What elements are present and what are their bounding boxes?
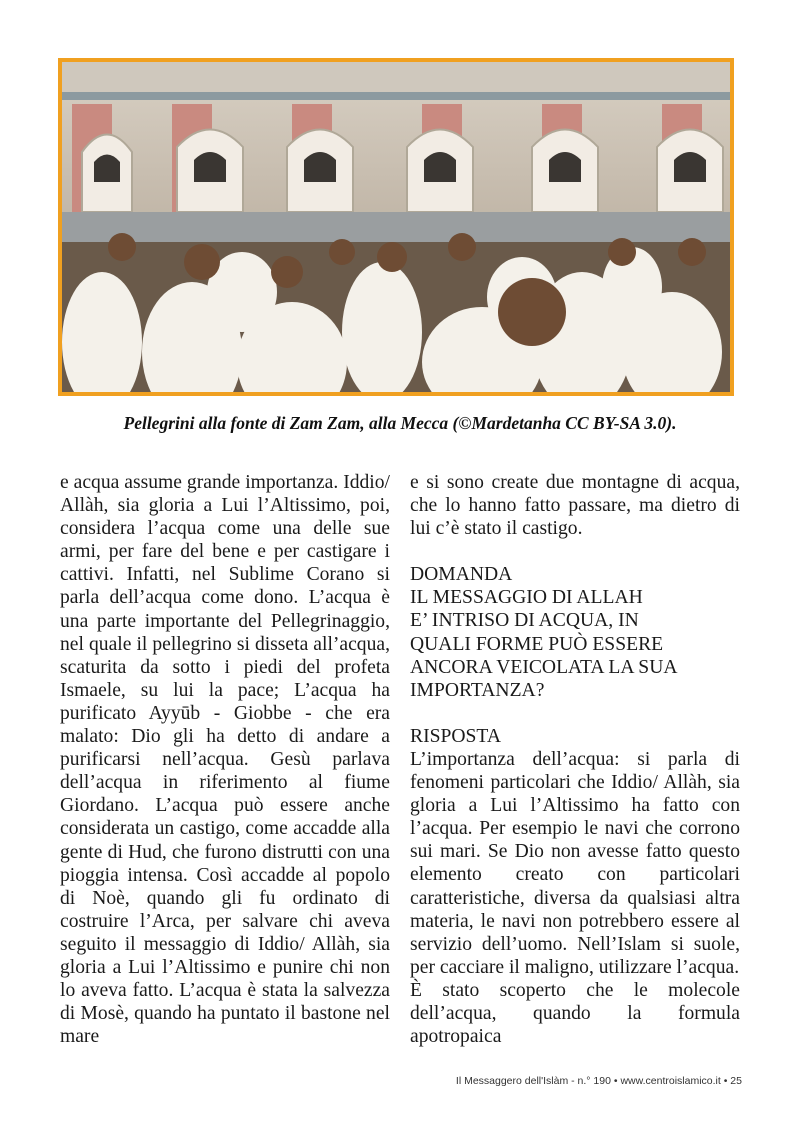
left-column — [60, 471, 390, 1048]
continuation-paragraph: e si sono create due montagne di acqua, che lo hanno fatto passare, ma dietro di lui c’è stato il castigo. — [410, 472, 740, 540]
question-line: IL MESSAGGIO DI ALLAH — [410, 587, 643, 609]
question-label: DOMANDA — [410, 564, 513, 586]
right-column — [410, 471, 740, 1048]
left-column-text: e acqua assume grande importanza. Iddio/ Allàh, sia gloria a Lui l’Altissimo, poi, considera l’acqua come una delle sue armi, per fare del bene e per castigare i cattivi. Infatti, nel Sublime Corano si parla dell’acqua come dono. L’acqua è una parte importante del Pellegrinaggio, nel quale il pellegrino si disseta all’acqua, scaturita da sotto i piedi del profeta Ismaele, su lui la pace; L’acqua ha purificato Ayyūb - Giobbe - che era malato: Dio gli ha detto di andare a purificarsi nell’acqua. Gesù parlava dell’acqua in riferimento al fiume Giordano. L’acqua può essere anche considerata un castigo, come accadde alla gente di Hud, che furono distrutti con una pioggia intensa. Così accadde al popolo di Noè, quando gli fu ordinato di costruire l’Arca, per salvare chi aveva seguito il messaggio di Iddio/ Allàh, sia gloria a Lui l’Altissimo e punire chi non lo aveva fatto. L’acqua è stata la salvezza di Mosè, quando ha puntato il bastone nel mare — [60, 472, 390, 1048]
photo-caption: Pellegrini alla fonte di Zam Zam, alla Mecca (©Mardetanha CC BY-SA 3.0). — [123, 413, 677, 433]
question-heading — [410, 563, 740, 702]
photo-frame — [58, 58, 734, 396]
pilgrims-photo — [62, 62, 730, 392]
question-line: QUALI FORME PUÒ ESSERE — [410, 633, 664, 655]
question-line: ANCORA VEICOLATA LA SUA — [410, 656, 678, 678]
question-line: E’ INTRISO DI ACQUA, IN — [410, 610, 639, 632]
page-footer: Il Messaggero dell'Islàm - n.° 190 • www.centroislamico.it • 25 — [455, 1075, 742, 1087]
answer-label: RISPOSTA — [410, 725, 501, 747]
question-line: IMPORTANZA? — [410, 679, 545, 701]
answer-paragraph-continued: È stato scoperto che le molecole dell’acqua, quando la formula apotropaica — [410, 979, 740, 1048]
answer-paragraph: L’importanza dell’acqua: si parla di fenomeni particolari che Iddio/ Allàh, sia gloria a Lui l’Altissimo ha fatto con l’acqua. Per esempio le navi che corrono sui mari. Se Dio non avesse fatto questo elemento creato con particolari caratteristiche, diversa da qualsiasi altra materia, le navi non potrebbero essere al servizio dell’uomo. Nell’Islam si suole, per cacciare il maligno, utilizzare l’acqua. — [410, 748, 740, 978]
